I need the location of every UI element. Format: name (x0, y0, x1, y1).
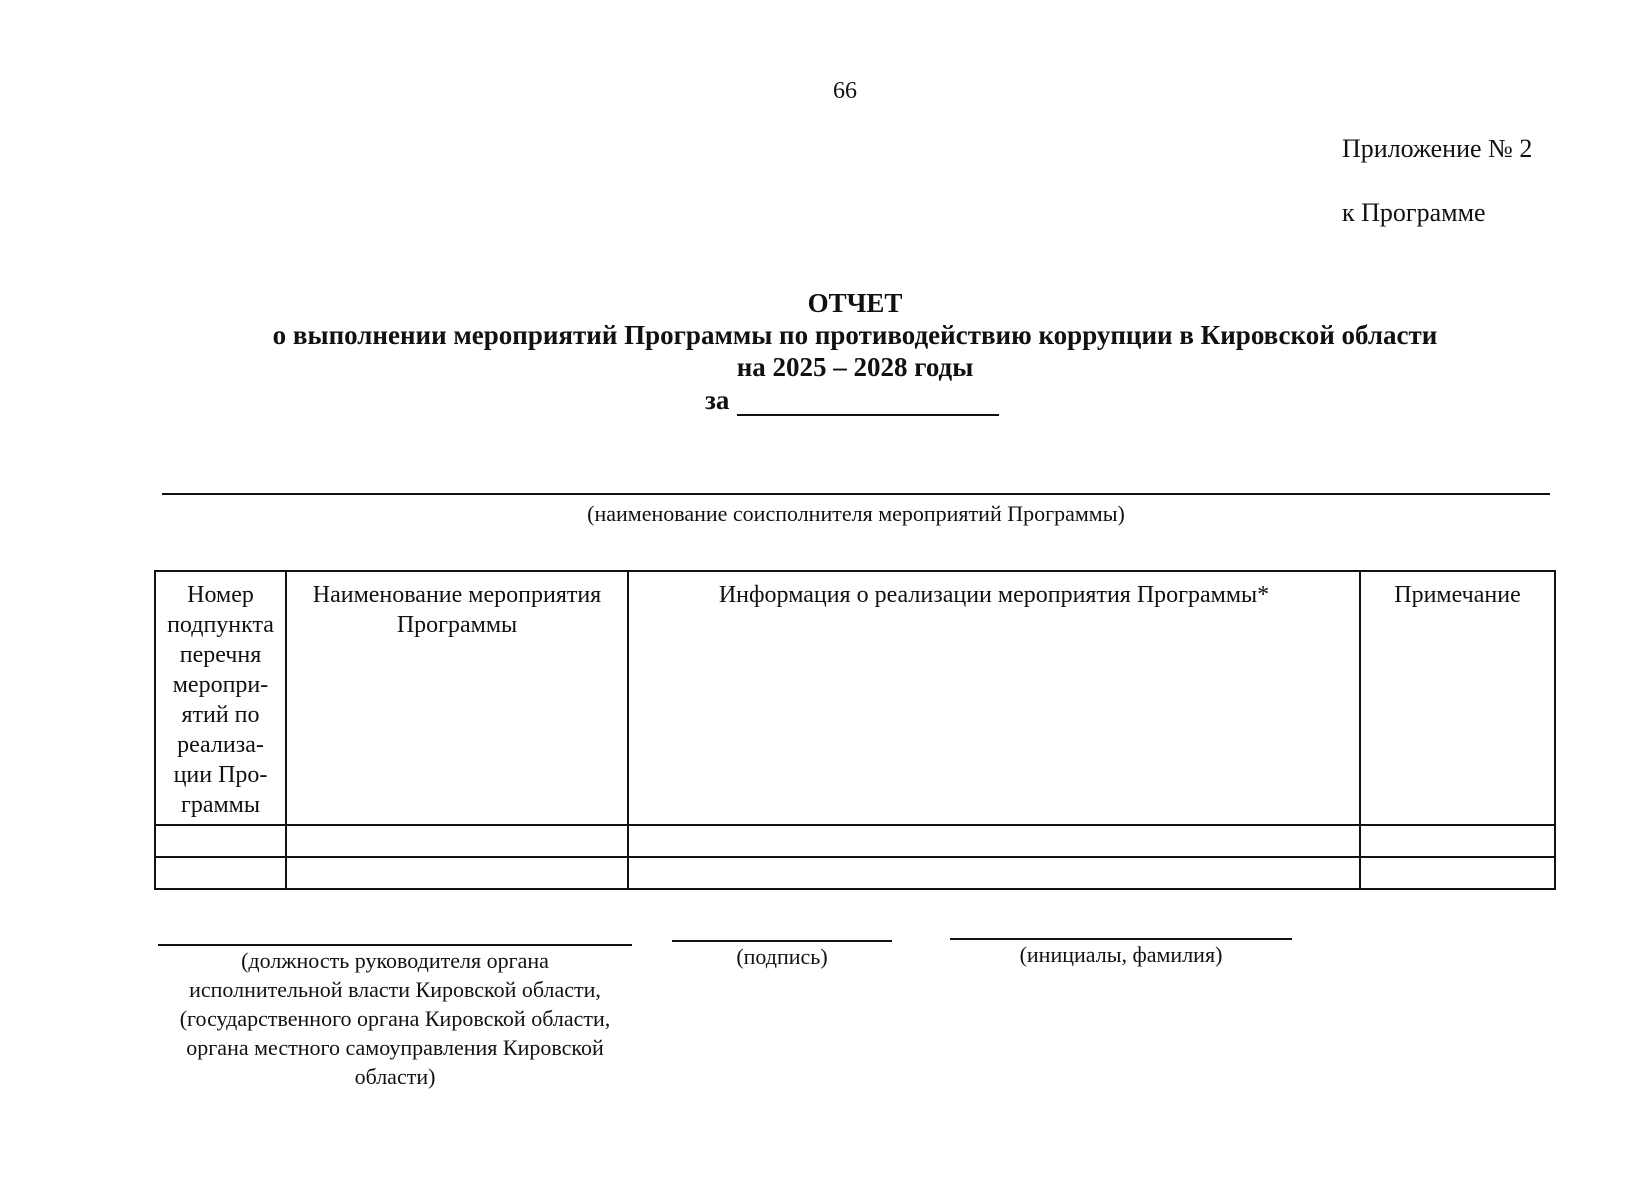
header-implementation-info: Информация о реализации мероприятия Программы* (628, 571, 1360, 825)
position-caption: (должность руководителя органа исполнительной власти Кировской области, (государственного органа Кировской области, органа местного самоуправления Кировской области) (179, 948, 611, 1089)
table-cell (628, 825, 1360, 857)
table-cell (155, 825, 286, 857)
header-activity-name: Наименование мероприятия Программы (286, 571, 628, 825)
table-cell (1360, 825, 1555, 857)
report-years: на 2025 – 2028 годы (736, 352, 974, 382)
table-cell (1360, 857, 1555, 889)
coexecutor-blank-line (162, 493, 1550, 495)
table-cell (628, 857, 1360, 889)
period-blank-line (737, 390, 999, 416)
table-header-row (155, 571, 1555, 825)
signature-caption: (подпись) (736, 944, 828, 969)
table-row (155, 825, 1555, 857)
table-row (155, 857, 1555, 889)
appendix-number: Приложение № 2 (1342, 134, 1533, 163)
report-period (705, 385, 999, 416)
report-heading: ОТЧЕТ (807, 288, 903, 318)
appendix-reference: к Программе (1342, 198, 1486, 227)
table-cell (286, 857, 628, 889)
table-cell (286, 825, 628, 857)
header-note: Примечание (1360, 571, 1555, 825)
table-cell (155, 857, 286, 889)
page-number: 66 (833, 78, 857, 104)
header-item-number: Номер подпункта перечня меропри-ятий по реализа-ции Про-граммы (155, 571, 286, 825)
name-caption: (инициалы, фамилия) (1019, 942, 1223, 967)
report-table (154, 570, 1556, 890)
report-subject: о выполнении мероприятий Программы по противодействию коррупции в Кировской области (272, 320, 1438, 350)
coexecutor-caption: (наименование соисполнителя мероприятий Программы) (587, 501, 1125, 526)
period-label: за (705, 385, 730, 415)
